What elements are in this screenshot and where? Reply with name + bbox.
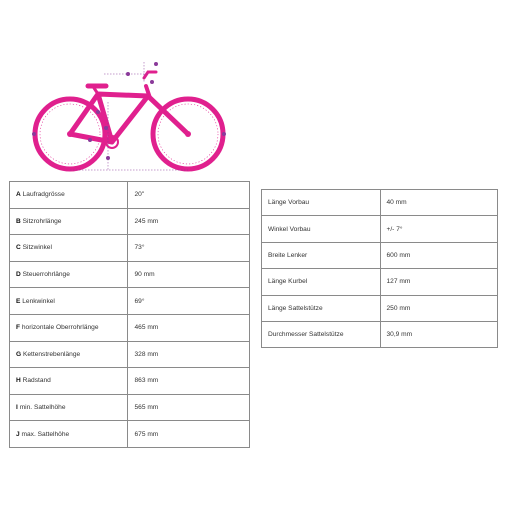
table-row	[262, 242, 498, 268]
table-row	[10, 235, 250, 262]
table-row	[10, 288, 250, 315]
geometry-label-text: max. Sattelhöhe	[21, 430, 70, 438]
geometry-label-text: Steuerrohrlänge	[22, 271, 70, 279]
geometry-label	[10, 208, 128, 235]
component-value: 30,9 mm	[380, 321, 498, 347]
geometry-label	[10, 235, 128, 262]
seatpost	[94, 88, 98, 94]
table-row	[10, 182, 250, 209]
component-label: Länge Kurbel	[262, 269, 381, 295]
geometry-label-text: Sitzrohrlänge	[22, 217, 62, 225]
table-row	[10, 421, 250, 448]
component-label: Länge Vorbau	[262, 190, 381, 216]
geometry-letter: E	[16, 297, 21, 305]
component-value: 40 mm	[380, 190, 498, 216]
geometry-letter: H	[16, 377, 21, 385]
component-value: +/- 7°	[380, 216, 498, 242]
geometry-table-components	[261, 189, 498, 348]
table-row	[10, 314, 250, 341]
geometry-value: 90 mm	[128, 261, 250, 288]
geometry-value: 675 mm	[128, 421, 250, 448]
geometry-letter: D	[16, 271, 21, 279]
geometry-letter: I	[16, 404, 18, 412]
component-value: 600 mm	[380, 242, 498, 268]
geometry-label	[10, 261, 128, 288]
geometry-value: 565 mm	[128, 394, 250, 421]
geometry-value: 245 mm	[128, 208, 250, 235]
geometry-label	[10, 341, 128, 368]
marker-f	[126, 72, 130, 76]
component-label: Länge Sattelstütze	[262, 295, 381, 321]
marker-a-right	[222, 132, 226, 136]
marker-a-left	[32, 132, 36, 136]
geometry-value: 328 mm	[128, 341, 250, 368]
geometry-value: 69°	[128, 288, 250, 315]
geometry-label	[10, 368, 128, 395]
table-row	[262, 190, 498, 216]
geometry-value: 465 mm	[128, 314, 250, 341]
geometry-letter: A	[16, 191, 21, 199]
table-row	[262, 321, 498, 347]
table-row	[10, 261, 250, 288]
table-row	[262, 269, 498, 295]
geometry-label-text: Radstand	[22, 377, 51, 385]
geometry-label	[10, 182, 128, 209]
handlebar	[144, 72, 156, 78]
table-row	[10, 368, 250, 395]
front-hub	[185, 131, 191, 137]
geometry-label-text: min. Sattelhöhe	[19, 404, 66, 412]
geometry-label-text: horizontale Oberrohrlänge	[21, 324, 99, 332]
geometry-table-main	[9, 181, 250, 448]
component-label: Breite Lenker	[262, 242, 381, 268]
geometry-letter: C	[16, 244, 21, 252]
geometry-label	[10, 394, 128, 421]
component-label: Durchmesser Sattelstütze	[262, 321, 381, 347]
geometry-letter: B	[16, 217, 21, 225]
geometry-letter: J	[16, 430, 20, 438]
component-value: 250 mm	[380, 295, 498, 321]
marker-top	[154, 62, 158, 66]
marker-g	[88, 138, 92, 142]
marker-d	[150, 80, 154, 84]
marker-h	[106, 156, 110, 160]
table-row	[10, 394, 250, 421]
geometry-value: 863 mm	[128, 368, 250, 395]
table-row	[262, 295, 498, 321]
geometry-label-text: Kettenstrebenlänge	[22, 350, 81, 358]
geometry-letter: F	[16, 324, 21, 332]
geometry-letter: G	[16, 350, 22, 358]
table-row	[10, 341, 250, 368]
geometry-value: 73°	[128, 235, 250, 262]
geometry-label-text: Lenkwinkel	[22, 297, 55, 305]
geometry-label	[10, 421, 128, 448]
geometry-label-text: Laufradgrösse	[22, 191, 65, 199]
geometry-value: 20"	[128, 182, 250, 209]
geometry-label	[10, 314, 128, 341]
rear-hub	[67, 131, 73, 137]
component-label: Winkel Vorbau	[262, 216, 381, 242]
geometry-label	[10, 288, 128, 315]
bike-geometry-illustration	[20, 52, 240, 180]
marker-b	[96, 110, 100, 114]
table-row	[10, 208, 250, 235]
geometry-label-text: Sitzwinkel	[22, 244, 52, 252]
table-row	[262, 216, 498, 242]
marker-c	[104, 126, 108, 130]
component-value: 127 mm	[380, 269, 498, 295]
